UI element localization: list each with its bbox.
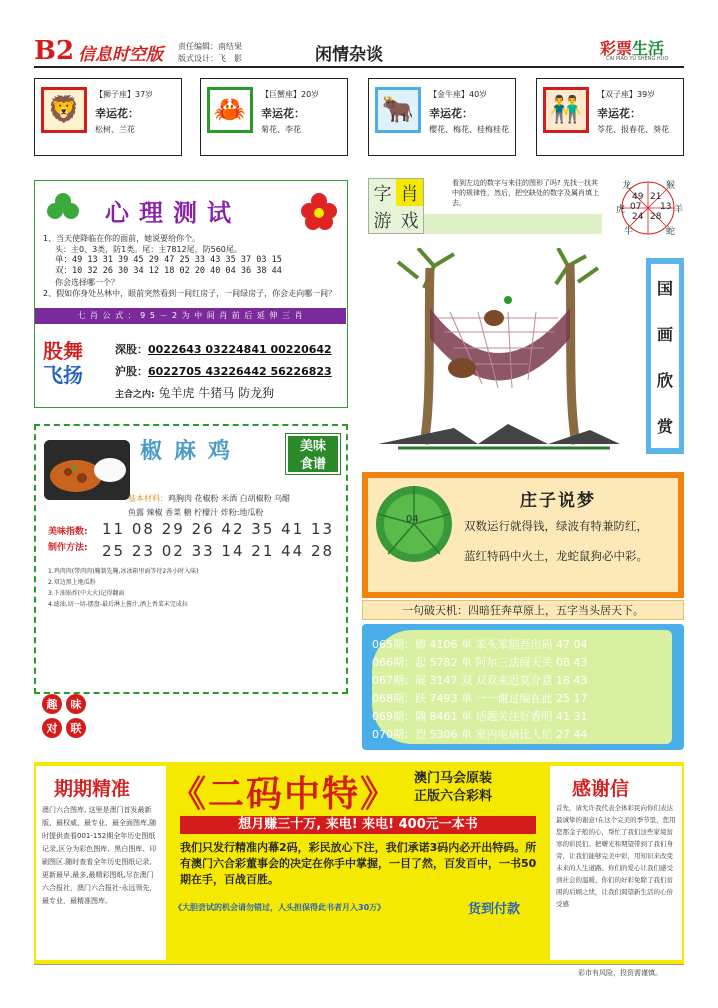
cash-on-delivery: 货到付款 [468,902,521,917]
zodiac-head: 【巨蟹座】20岁 [261,90,320,99]
book-source-line: 正版六合彩料 [414,789,493,804]
wheel-label: 13 [660,202,672,212]
guohua-char: 赏 [656,416,673,436]
recipe-step: 4.滤油,切一切-摆盘-最后淋上酱汁,洒上香菜末完成拉 [48,601,188,608]
wheel-label: 虎 [616,205,626,215]
footer-divider [34,964,684,965]
lantern-icon: 对 [42,718,62,738]
logo-accent: 生活 [632,39,665,58]
zodiac-wheel [612,178,684,236]
question-2: 2、假如你身处丛林中，眼前突然看到一间红房子，一间绿房子，你会走向哪一间？ [43,289,337,298]
book-ad [170,766,546,960]
zodiac-card-cancer [200,78,348,156]
period-row: 065期：脚 4106 单 笨头笨脑吾出码 47 04 [372,638,588,651]
bull-icon: 🐂 [375,87,421,133]
stock-logo-top: 股舞 [43,339,83,363]
ingredients-line: 鸡胸肉 花椒粉 米酒 白胡椒粉 乌醋 [168,494,291,503]
method-label: 制作方法: [48,543,88,553]
zhuangzi-panel [362,472,684,598]
zodiac-head: 【狮子座】37岁 [95,90,154,99]
wheel-label: 牛 [624,227,634,237]
question-1-end: 你会选择哪一个？ [55,278,119,287]
lion-icon: 🦁 [41,87,87,133]
ingredients-line: 鱼露 辣椒 香菜 糖 柠檬汁 炸粉:地瓜粉 [128,508,264,517]
lantern-icon: 趣 [42,694,62,714]
wheel-label: 07 [630,202,642,212]
accuracy-panel [36,766,166,960]
guohua-char: 欣 [656,370,673,390]
wheel-label: 猴 [666,181,676,191]
question-1-options: 头：主0、3类，防1类。尾：主7812尾，防560尾。 [55,245,242,254]
shanghai-label: 沪股： [115,365,148,378]
main-combo-value: 兔羊虎 牛猪马 防龙狗 [158,386,275,400]
question-1: 1、当天使降临在你的面前，她说要给你个。 [43,234,201,243]
logo-subtitle: CAI PIAO YU SHENG HUO [606,56,669,62]
lantern-icon: 味 [66,694,86,714]
lantern-couplet [38,694,92,742]
thanks-title: 感谢信 [572,778,630,800]
logo-main: 彩票 [600,39,633,58]
zodiac-card-leo [34,78,182,156]
wheel-label: 28 [650,212,662,222]
crab-icon: 🦀 [207,87,253,133]
book-title: 《二码中特》 [170,773,399,815]
grid-cell: 字 [373,183,392,205]
word-game-band [424,214,602,234]
zodiac-flowers: 苓花、报春花、葵花 [597,125,669,134]
ingredients [128,492,290,520]
zodiac-head: 【双子座】39岁 [597,90,656,99]
flower-icon [299,191,339,231]
bottom-ad-banner [34,762,684,964]
section-title: 闲情杂谈 [315,45,383,65]
book-slogan: 《大胆尝试的机会请勿错过，人头担保得此书者月入30万》 [174,903,386,912]
grid-cell: 游 [373,210,392,232]
recipe-title: 椒麻鸡 [140,438,243,464]
grid-cell: 肖 [396,179,423,206]
recipe-tag-top: 美味 [299,439,326,454]
zodiac-flowers: 菊花、李花 [261,125,301,134]
stock-logo-bottom: 飞扬 [43,363,83,387]
shenzhen-label: 深股： [115,343,148,356]
recipe-step: 3.下油锅炸(中大火)记得翻面 [48,590,125,597]
dish-photo [44,440,130,500]
accuracy-text: 澳门六合图库, 这里是澳门首发最新版、最权威、最专业、最全面图库,随时提供查看001-152期全年历史图纸记录,区分为彩色图库、黑白图库、印刷图区.随时查看全年历史图纸记录, 更新最早,最多,最精彩图纸,尽在澳门六合报社，澳门六合报社-永远领先，最专业，最精准图库。 [42,806,157,905]
zhuangzi-line: 双数运行就得钱，绿波有特兼防红， [464,519,648,533]
odd-numbers: 单：49 13 31 39 45 29 47 25 33 43 35 37 03 15 [55,255,282,265]
hint-line: 一句破天机：四暗狂奔草原上，五字当头居天下。 [362,600,684,620]
wheel-label: 蛇 [666,227,676,237]
editor-line: 责任编辑：南结果 [178,42,242,51]
period-row: 066期：起 5782 单 阿尔三法闯天关 08 43 [372,656,588,669]
hammock-painting [358,248,634,460]
guohua-char: 国 [656,278,673,298]
column-title: 信息时空版 [78,45,163,65]
wheel-label: 24 [632,212,644,222]
word-game-grid [368,178,424,234]
book-description: 我们只发行精准内幕2码，彩民放心下注，我们承诺3码内必开出特码。所有澳门六合彩董事会的决定在你手中掌握，一目了然，百发百中，一书50期在手，百战百胜。 [180,841,537,886]
lantern-icon: 联 [66,718,86,738]
word-game [368,178,602,236]
editor-credits [178,41,242,65]
zodiac-lucky: 幸运花： [429,107,473,120]
accuracy-title: 期期精准 [54,778,131,800]
period-row: 067期：展 3147 双 双双来迟莫介意 18 43 [372,674,588,687]
thanks-text: 首先，请允许我代表全体彩民向你们表达最诚挚的谢意!在这个完美的季节里，您用您那金子般的心，帮忙了我们这些家境贫寒的彩民们。把曙光和期望带到了我们身旁，让我们能够完美中彩，用知识来改变未来的人生道路。你们的爱心让我们感受到社会的温暖，你们的好彩免除了我们贫困的后顾之忧，让我们渴望新生活的心倍受感 [556,804,676,908]
book-source [414,770,492,806]
recipe-step: 2.双边黑上地瓜粉 [48,579,96,586]
risk-disclaimer: 彩市有风险，投资需谨慎。 [578,969,662,977]
zodiac-card-gemini [536,78,684,156]
wheel-label: 21 [650,192,662,202]
thanks-letter [550,766,682,960]
zodiac-lucky: 幸运花： [597,107,641,120]
period-row: 069期：隅 8461 单 话题关注好香明 41 31 [372,710,588,723]
call-banner: 想月赚三十万, 来电! 来电! 400元一本书 [180,816,536,834]
zhuangzi-line: 蓝红特码中火土，龙蛇鼠狗必中彩。 [464,549,648,563]
recipe-panel [34,424,348,694]
formula-bar: 七 肖 公 式 ： 9 5 － 2 为 中 间 肖 前 后 延 伸 三 肖 [35,308,346,324]
even-numbers: 双：10 32 26 30 34 12 18 02 20 40 04 36 38 44 [55,266,282,276]
ingredients-label: 基本材料： [128,494,168,503]
guohua-char: 画 [656,324,673,344]
period-row: 070期：烈 5306 单 室内电扇比人忙 27 44 [372,728,588,741]
wheel-label: 龙 [622,181,632,191]
wheel-label: 羊 [674,205,684,215]
clover-icon [45,191,81,227]
recipe-step: 1.鸡肉肉(带肉肉)腌制先腌,冰冰箱里面等待2各小时入味) [48,568,199,575]
zodiac-flowers: 樱花、梅花、桂梅桂花 [429,125,509,134]
shenzhen-row [115,341,332,357]
main-combo [115,384,274,401]
zodiac-lucky: 幸运花： [95,107,139,120]
psych-questions [43,233,343,299]
shanghai-numbers: 6022705 43226442 56226823 [148,365,332,378]
period-row: 068期：跃 7493 单 一一谢过编在此 25 17 [372,692,588,705]
grid-cell: 戏 [400,210,419,232]
recipe-steps [48,566,198,610]
guohua-banner [646,258,684,454]
psych-title: 心理测试 [105,198,241,227]
taste-index-numbers: 11 08 29 26 42 35 41 13 [102,520,335,538]
designer-line: 版式设计：飞 影 [178,54,242,63]
taste-index-label: 美味指数: [48,527,88,537]
page-number: B2 [34,36,75,66]
shanghai-row [115,363,332,379]
psych-test-panel [34,180,348,408]
book-source-line: 澳门马会原装 [414,771,493,786]
period-list [362,624,684,750]
leaf-number: 04 [406,514,419,525]
zodiac-card-taurus [368,78,516,156]
recipe-tag [286,434,340,474]
word-game-instructions: 看到左边的数字与来往的图形了吗? 先找一找其中的规律性，然后，把空缺处的数字及属肖填上去。 [452,179,599,207]
wheel-label: 49 [632,192,644,202]
stock-logo [43,339,83,387]
zodiac-lucky: 幸运花： [261,107,305,120]
main-combo-label: 主合之内: [115,390,155,400]
zodiac-flowers: 松树、兰花 [95,125,135,134]
recipe-tag-bottom: 食谱 [299,457,326,472]
zhuangzi-title: 庄子说梦 [520,491,596,511]
shenzhen-numbers: 0022643 03224841 00220642 [148,343,332,356]
header-divider [34,66,684,68]
twins-icon: 👬 [543,87,589,133]
zodiac-head: 【金牛座】40岁 [429,90,488,99]
method-numbers: 25 23 02 33 14 21 44 28 [102,542,335,560]
